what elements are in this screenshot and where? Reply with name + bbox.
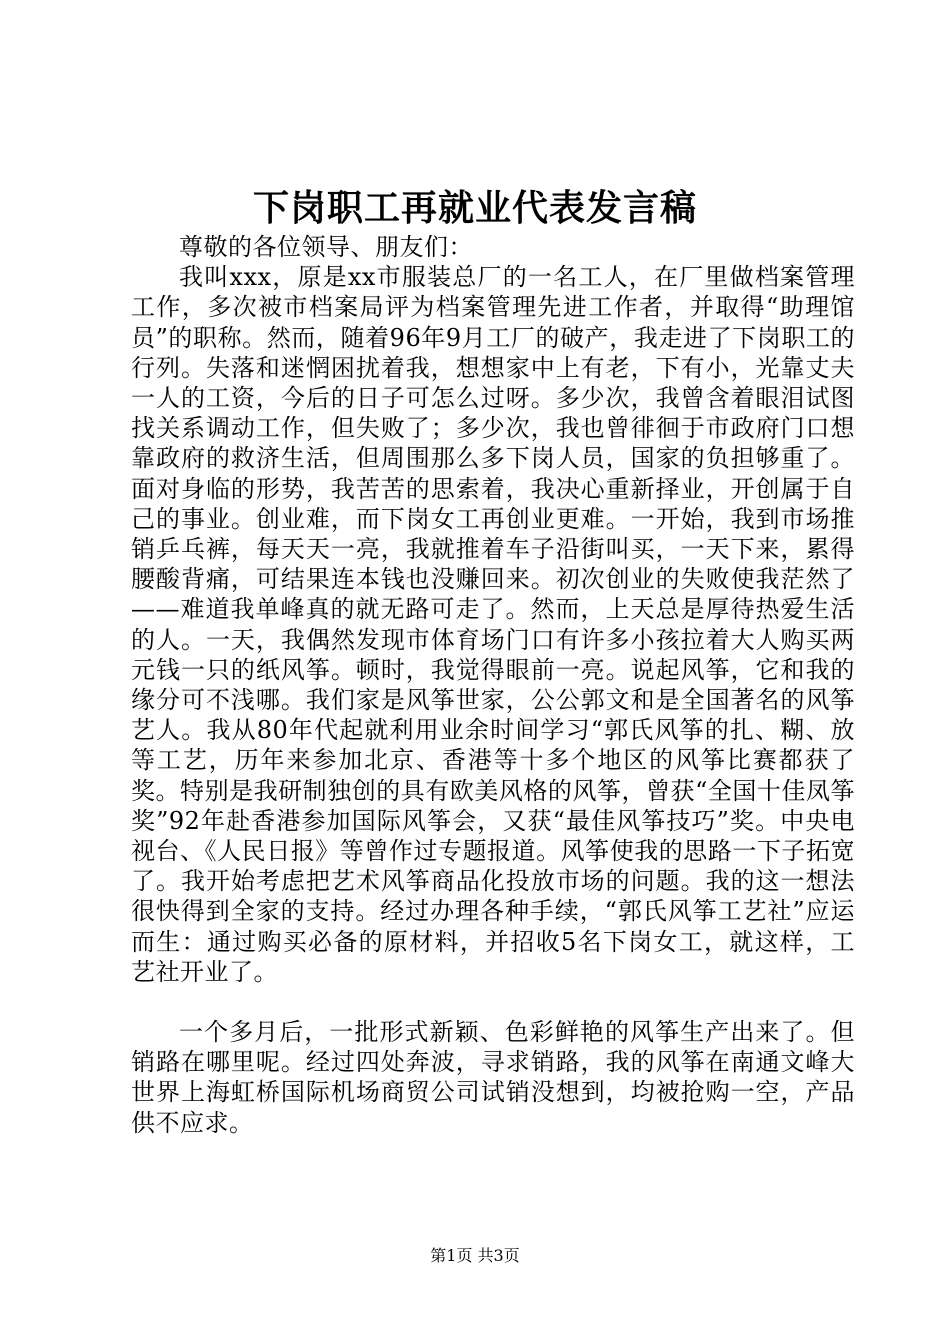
document-body: [131, 232, 855, 1138]
document-title: 下岗职工再就业代表发言稿: [252, 187, 697, 229]
body-paragraph: 一个多月后，一批形式新颖、色彩鲜艳的风筝生产出来了。但销路在哪里呢。经过四处奔波，寻求销路，我的风筝在南通文峰大世界上海虹桥国际机场商贸公司试销没想到，均被抢购一空，产品供不应求。: [131, 1018, 855, 1137]
body-paragraph: 我叫xxx，原是xx市服装总厂的一名工人，在厂里做档案管理工作，多次被市档案局评为档案管理先进工作者，并取得“助理馆员”的职称。然而，随着96年9月工厂的破产，我走进了下岗职工的行列。失落和迷惘困扰着我，想想家中上有老，下有小，光靠丈夫一人的工资，今后的日子可怎么过呀。多少次，我曾含着眼泪试图找关系调动工作，但失败了；多少次，我也曾徘徊于市政府门口想靠政府的救济生活，但周围那么多下岗人员，国家的负担够重了。面对身临的形势，我苦苦的思索着，我决心重新择业，开创属于自己的事业。创业难，而下岗女工再创业更难。一开始，我到市场推销乒乓裤，每天天一亮，我就推着车子沿街叫买，一天下来，累得腰酸背痛，可结果连本钱也没赚回来。初次创业的失败使我茫然了——难道我单峰真的就无路可走了。然而，上天总是厚待热爱生活的人。一天，我偶然发现市体育场门口有许多小孩拉着大人购买两元钱一只的纸风筝。顿时，我觉得眼前一亮。说起风筝，它和我的缘分可不浅哪。我们家是风筝世家，公公郭文和是全国著名的风筝艺人。我从80年代起就利用业余时间学习“郭氏风筝的扎、糊、放等工艺，历年来参加北京、香港等十多个地区的风筝比赛都获了奖。特别是我研制独创的具有欧美风格的风筝，曾获“全国十佳凤筝奖”92年赴香港参加国际风筝会，又获“最佳风筝技巧”奖。中央电视台、《人民日报》等曾作过专题报道。风筝使我的思路一下子拓宽了。我开始考虑把艺术风筝商品化投放市场的问题。我的这一想法很快得到全家的支持。经过办理各种手续，“郭氏风筝工艺社”应运而生：通过购买必备的原材料，并招收5名下岗女工，就这样，工艺社开业了。: [131, 263, 855, 986]
salutation-paragraph: 尊敬的各位领导、朋友们：: [179, 233, 473, 261]
page-footer: 第1页 共3页: [430, 1246, 520, 1265]
